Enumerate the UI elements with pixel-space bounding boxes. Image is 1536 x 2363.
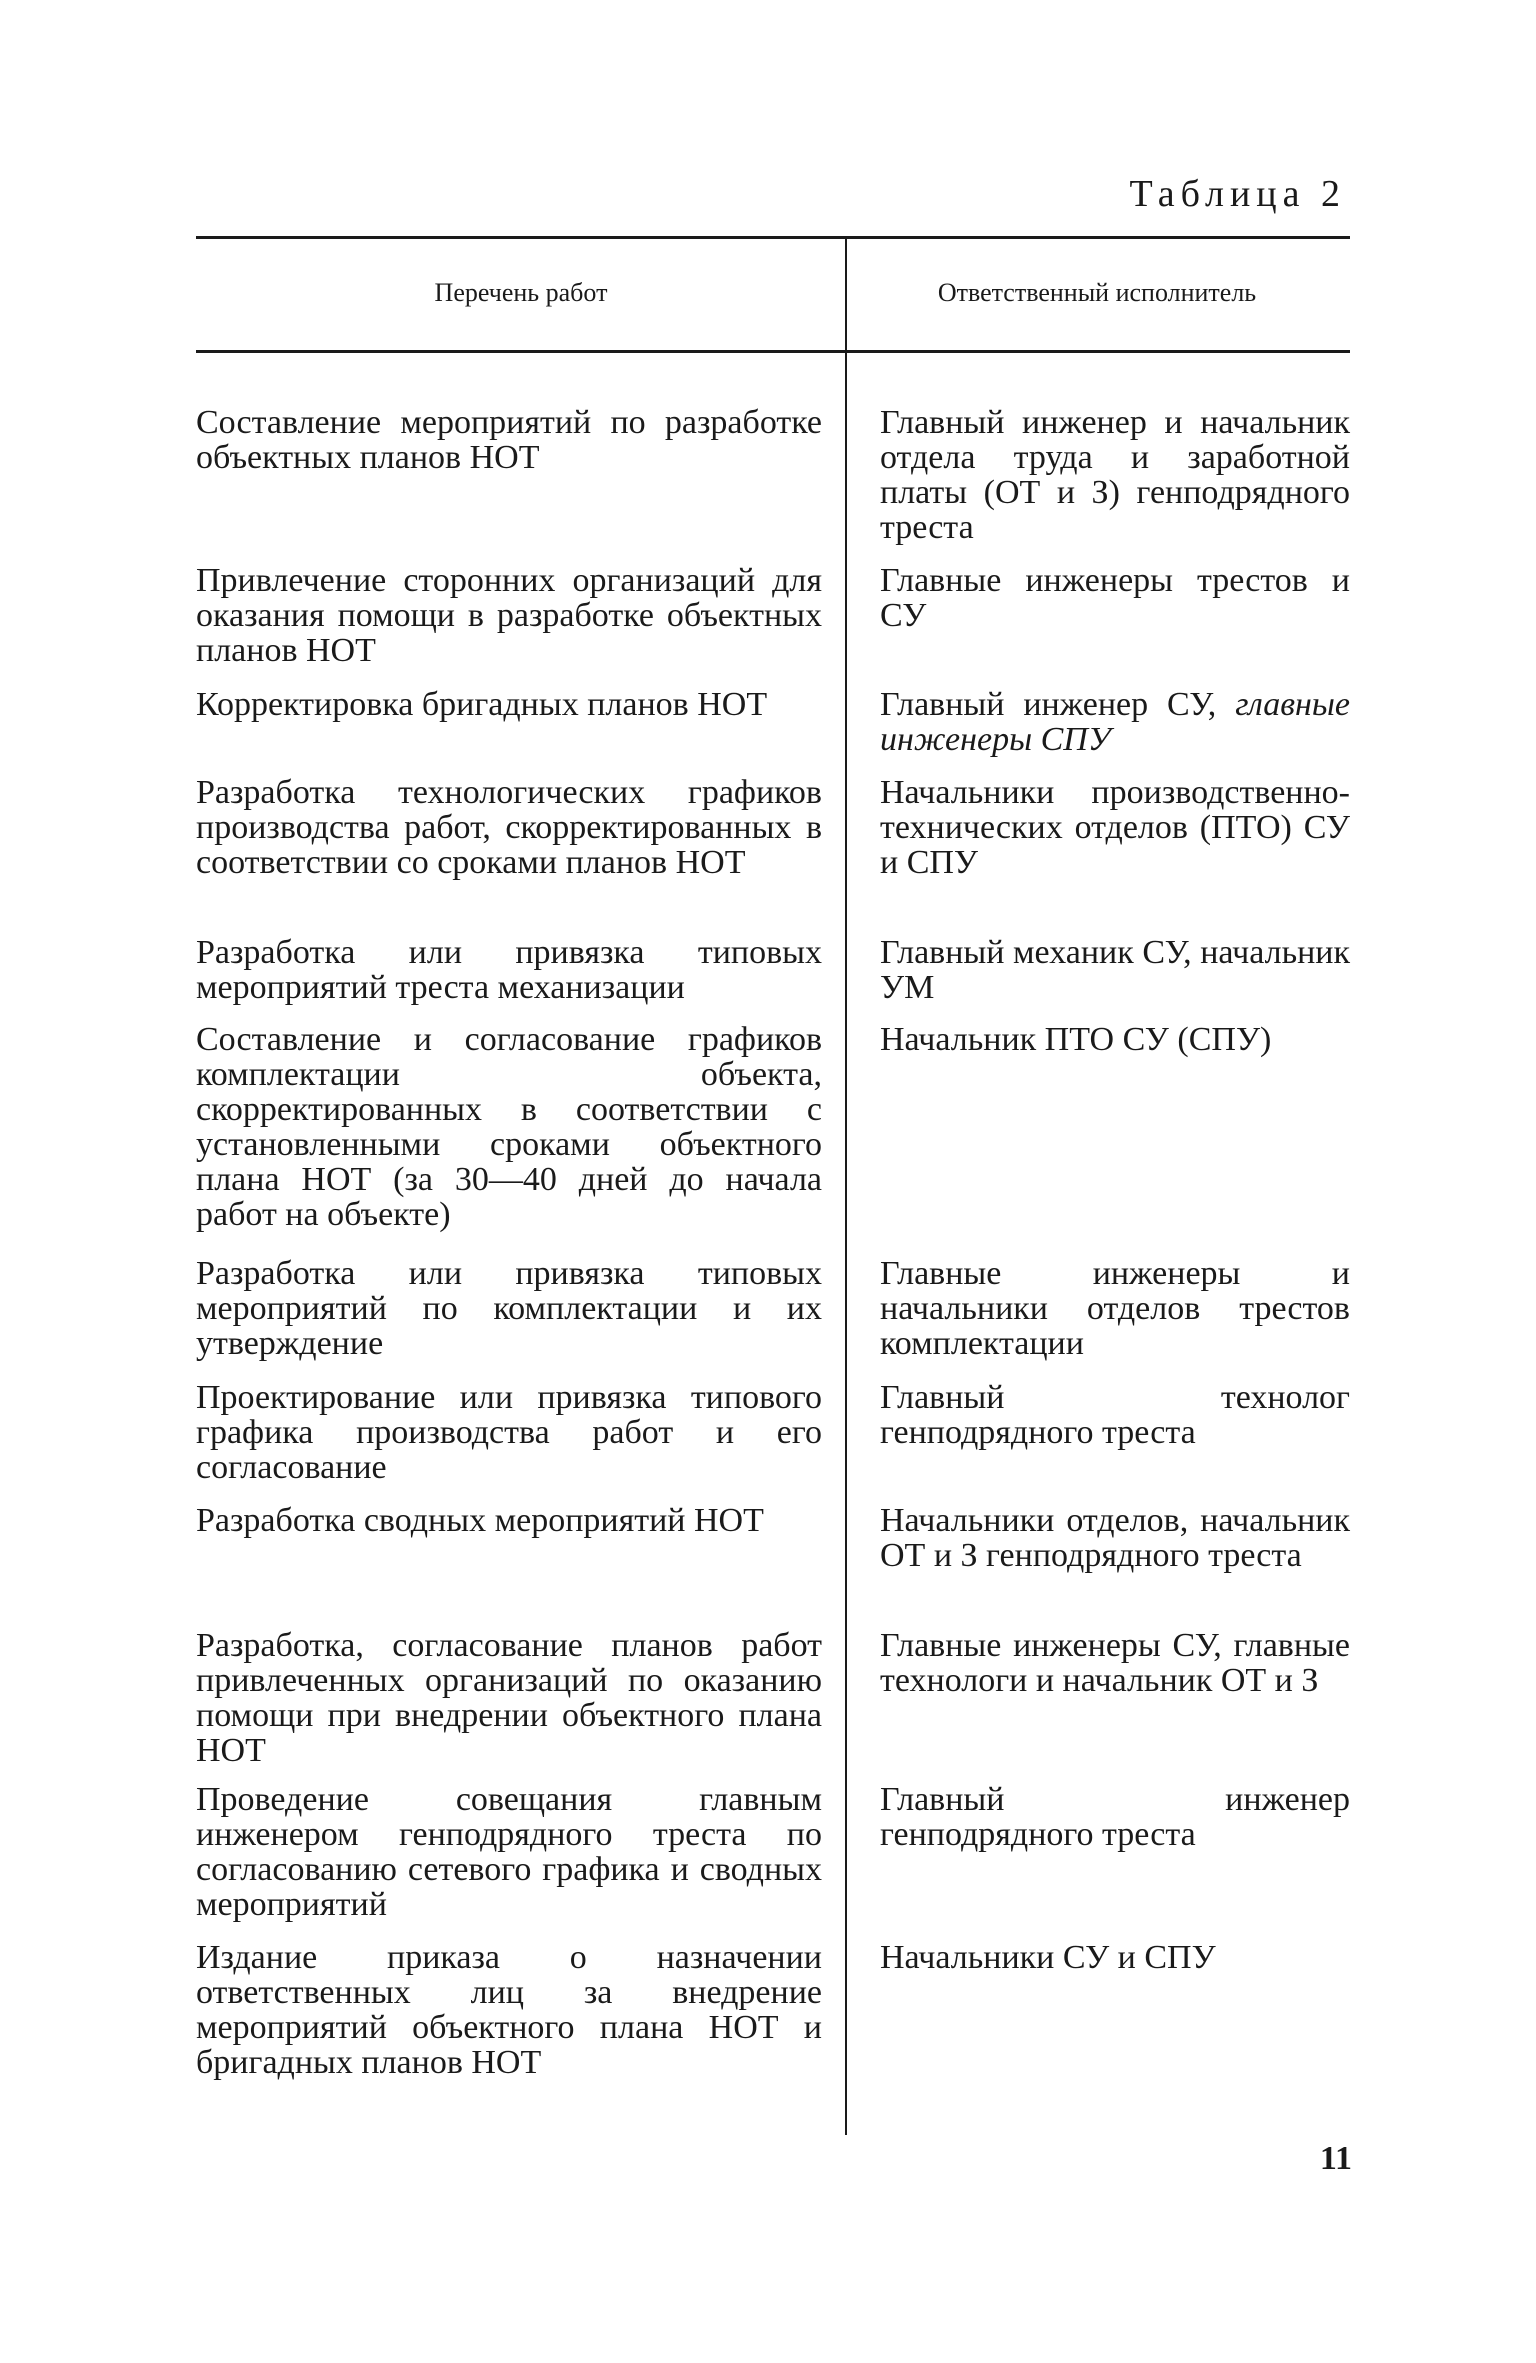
responsible-cell: Начальник ПТО СУ (СПУ)	[880, 1021, 1272, 1058]
responsible-cell: Главные инженеры СУ, главные технологи и начальник ОТ и З	[880, 1627, 1350, 1699]
responsible-cell: Главный технолог генподрядного треста	[880, 1379, 1350, 1451]
work-cell: Издание приказа о назначении ответственных лиц за внедрение мероприятий объектного плана НОТ и бригадных планов НОТ	[196, 1939, 822, 2081]
responsible-cell	[880, 687, 1350, 757]
work-cell: Составление и согласование графиков комплектации объекта, скорректированных в соответствии с установленными сроками объектного плана НОТ (за 30—40 дней до начала работ на объекте)	[196, 1021, 822, 1233]
header-responsible: Ответственный исполнитель	[937, 278, 1257, 307]
work-cell: Проведение совещания главным инженером генподрядного треста по согласованию сетевого графика и сводных мероприятий	[196, 1781, 822, 1923]
work-cell: Разработка или привязка типовых мероприятий треста механизации	[196, 934, 822, 1006]
work-cell: Разработка или привязка типовых мероприятий по комплектации и их утверждение	[196, 1255, 822, 1362]
header-works: Перечень работ	[434, 278, 608, 307]
responsible-cell: Главные инженеры и начальники отделов трестов комплектации	[880, 1255, 1350, 1362]
responsible-cell: Главный инженер генподрядного треста	[880, 1781, 1350, 1853]
responsible-cell: Начальники СУ и СПУ	[880, 1939, 1216, 1976]
table-caption: Таблица 2	[1129, 173, 1346, 215]
responsible-cell: Главный инженер и начальник отдела труда и заработной платы (ОТ и З) генподрядного треста	[880, 404, 1350, 546]
work-cell: Составление мероприятий по разработке объектных планов НОТ	[196, 404, 822, 476]
responsible-text: Главный инженер СУ,	[880, 686, 1217, 723]
work-cell: Корректировка бригадных планов НОТ	[196, 686, 768, 723]
responsible-cell: Начальники отделов, начальник ОТ и З генподрядного треста	[880, 1502, 1350, 1574]
responsible-cell: Начальники производственно-технических отделов (ПТО) СУ и СПУ	[880, 774, 1350, 881]
work-cell: Разработка сводных мероприятий НОТ	[196, 1502, 764, 1539]
page-number: 11	[1319, 2140, 1352, 2177]
work-cell: Проектирование или привязка типового графика производства работ и его согласование	[196, 1379, 822, 1486]
header-rule	[196, 350, 1350, 353]
top-rule	[196, 236, 1350, 239]
work-cell: Разработка технологических графиков производства работ, скорректированных в соответствии со сроками планов НОТ	[196, 774, 822, 881]
responsible-text-italic: главные инженеры СПУ	[880, 686, 1350, 758]
responsible-cell: Главный механик СУ, начальник УМ	[880, 934, 1350, 1006]
work-cell: Привлечение сторонних организаций для оказания помощи в разработке объектных планов НОТ	[196, 562, 822, 669]
responsible-cell: Главные инженеры трестов и СУ	[880, 562, 1350, 634]
work-cell: Разработка, согласование планов работ привлеченных организаций по оказанию помощи при внедрении объектного плана НОТ	[196, 1627, 822, 1769]
column-divider-body	[845, 353, 847, 2135]
